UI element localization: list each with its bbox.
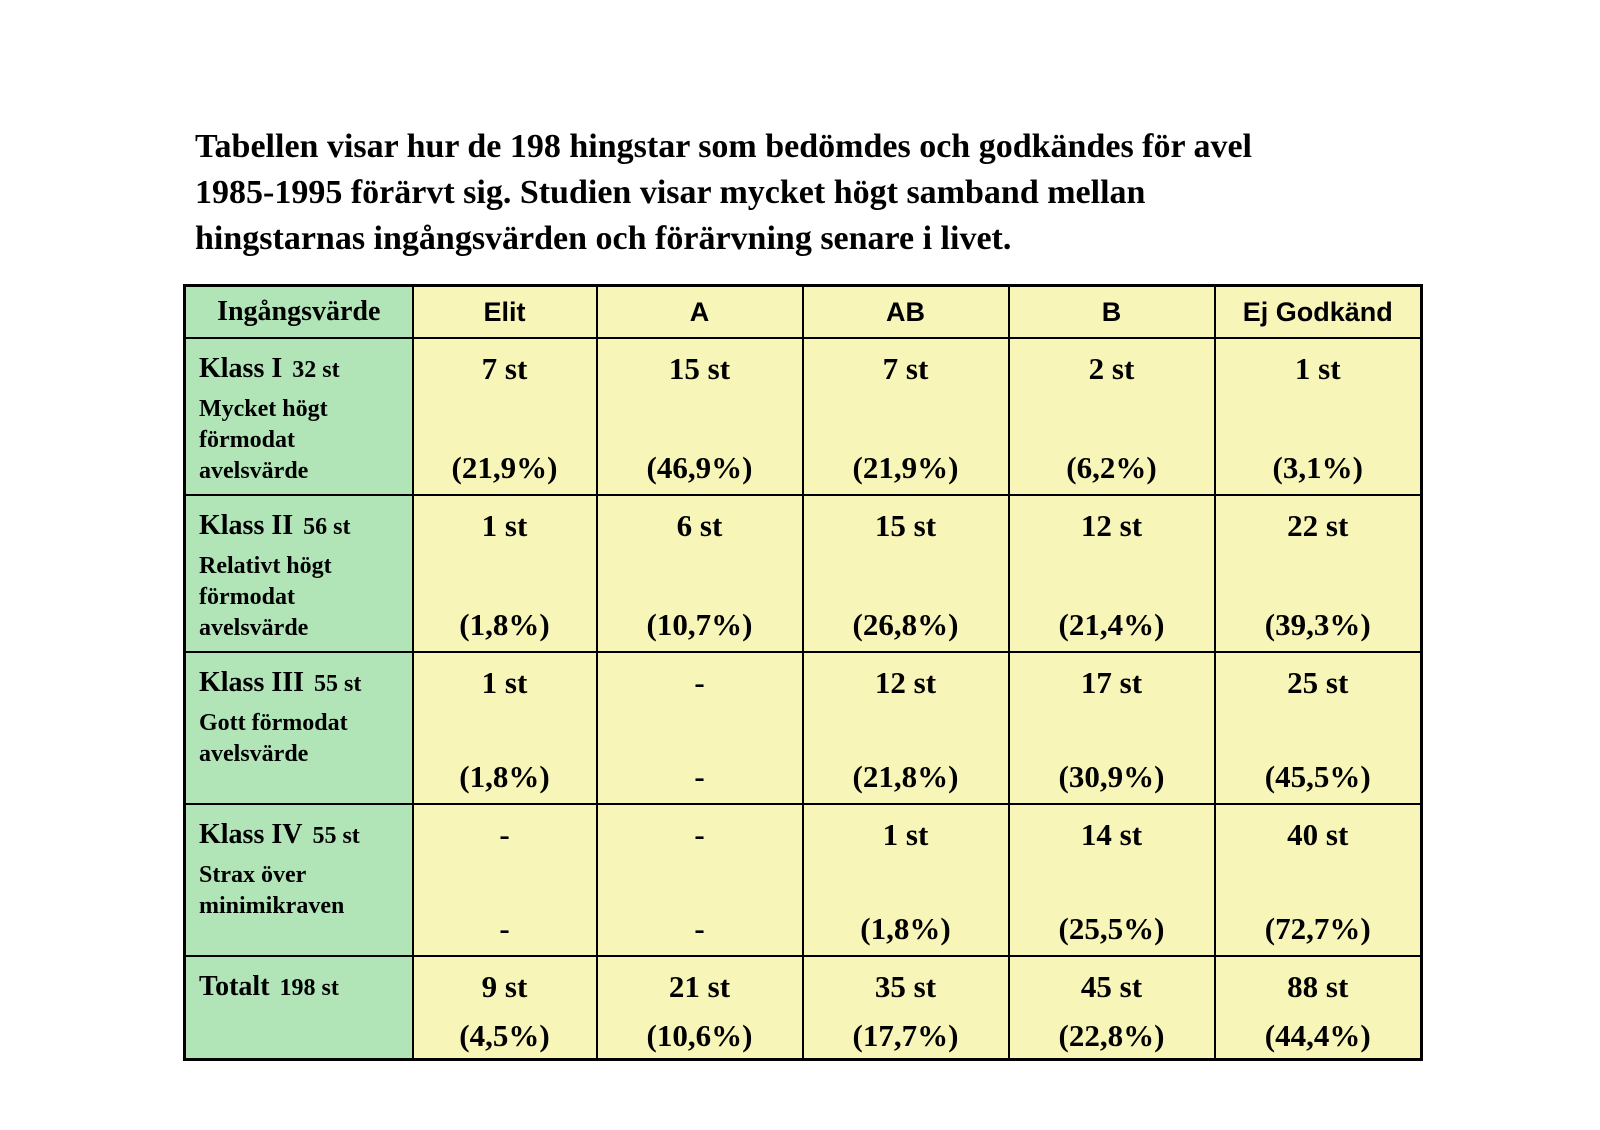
row-label [185,652,413,804]
table-cell [803,652,1009,804]
class-name: Klass I 32 st [199,353,340,384]
intro-line-2: 1985-1995 förärvt sig. Studien visar mycket högt samband mellan [195,174,1146,211]
total-count: 198 st [279,975,339,1001]
cell-count: 21 st [668,969,731,1004]
cell-count: 45 st [1080,969,1143,1004]
cell-percent: (39,3%) [1264,607,1371,642]
cell-percent: (17,7%) [852,1018,959,1053]
cell-count: 7 st [882,351,929,386]
cell-percent: (21,9%) [852,450,959,485]
cell-count: 1 st [481,508,528,543]
cell-percent: - [694,911,705,946]
header-ej-godkand: Ej Godkänd [1215,286,1422,339]
class-description: Relativt högt förmodat avelsvärde [199,553,332,641]
cell-count: 22 st [1287,508,1349,543]
class-description: Strax över minimikraven [199,862,345,919]
intro-line-1: Tabellen visar hur de 198 hingstar som bedömdes och godkändes för avel [195,128,1253,165]
row-label [185,338,413,495]
table-cell [1009,495,1215,652]
class-count: 32 st [292,357,340,383]
table-cell [1009,652,1215,804]
cell-count: - [694,665,705,700]
cell-count: 35 st [874,969,937,1004]
cell-percent: (10,7%) [646,607,753,642]
cell-count: 1 st [1294,351,1341,386]
table-cell [597,338,803,495]
table-cell [1215,338,1422,495]
table-cell [803,956,1009,1060]
table-row [185,652,1422,804]
cell-percent: (1,8%) [860,911,951,946]
cell-percent: (22,8%) [1058,1018,1165,1053]
table-row [185,495,1422,652]
table-row [185,338,1422,495]
cell-percent: (45,5%) [1264,759,1371,794]
cell-count: 2 st [1088,351,1135,386]
cell-percent: (1,8%) [459,759,550,794]
cell-count: 1 st [882,817,929,852]
cell-count: - [499,817,510,852]
table-cell [413,652,597,804]
cell-percent: (6,2%) [1066,450,1157,485]
header-ab: AB [803,286,1009,339]
cell-percent: (26,8%) [852,607,959,642]
table-cell [1009,804,1215,956]
cell-percent: (3,1%) [1272,450,1363,485]
cell-percent: (72,7%) [1264,911,1371,946]
header-elit: Elit [413,286,597,339]
cell-count: 88 st [1287,969,1349,1004]
cell-percent: (30,9%) [1058,759,1165,794]
table-cell [1215,495,1422,652]
table-cell [597,652,803,804]
cell-count: 12 st [874,665,937,700]
cell-count: - [694,817,705,852]
results-table [183,284,1423,1061]
table-cell [1215,652,1422,804]
table-cell [803,338,1009,495]
class-name: Klass II 56 st [199,510,351,541]
cell-count: 1 st [481,665,528,700]
cell-percent: (44,4%) [1264,1018,1371,1053]
cell-count: 17 st [1080,665,1143,700]
table-header-row [185,286,1422,339]
table-cell [1009,956,1215,1060]
cell-percent: (21,8%) [852,759,959,794]
cell-percent: - [694,759,705,794]
table-cell [597,956,803,1060]
header-b: B [1009,286,1215,339]
table-cell [1215,956,1422,1060]
table-cell [413,956,597,1060]
table-cell [1009,338,1215,495]
table-cell [803,495,1009,652]
header-a: A [597,286,803,339]
cell-percent: (10,6%) [646,1018,753,1053]
cell-count: 25 st [1287,665,1349,700]
class-name: Klass IV 55 st [199,819,360,850]
table-cell [413,338,597,495]
cell-count: 6 st [676,508,723,543]
table-cell [597,495,803,652]
cell-count: 9 st [481,969,528,1004]
table-cell [1215,804,1422,956]
row-label [185,804,413,956]
class-count: 56 st [303,514,351,540]
cell-percent: - [499,911,510,946]
cell-count: 15 st [874,508,937,543]
row-label [185,956,413,1060]
cell-count: 40 st [1287,817,1349,852]
class-description: Mycket högt förmodat avelsvärde [199,396,328,484]
cell-count: 7 st [481,351,528,386]
cell-percent: (21,9%) [451,450,558,485]
cell-count: 14 st [1080,817,1143,852]
class-name: Klass III 55 st [199,667,362,698]
table-row [185,804,1422,956]
class-count: 55 st [312,823,360,849]
total-label: Totalt 198 st [199,971,339,1002]
header-ingangsvarde: Ingångsvärde [185,286,413,339]
row-label [185,495,413,652]
table-cell [597,804,803,956]
table-total-row [185,956,1422,1060]
cell-count: 15 st [668,351,731,386]
table-cell [803,804,1009,956]
cell-percent: (25,5%) [1058,911,1165,946]
cell-percent: (1,8%) [459,607,550,642]
cell-count: 12 st [1080,508,1143,543]
cell-percent: (4,5%) [459,1018,550,1053]
table-cell [413,495,597,652]
cell-percent: (46,9%) [646,450,753,485]
intro-text [195,124,1455,262]
cell-percent: (21,4%) [1058,607,1165,642]
intro-line-3: hingstarnas ingångsvärden och förärvning senare i livet. [195,220,1012,257]
class-count: 55 st [314,671,362,697]
table-cell [413,804,597,956]
class-description: Gott förmodat avelsvärde [199,710,348,767]
